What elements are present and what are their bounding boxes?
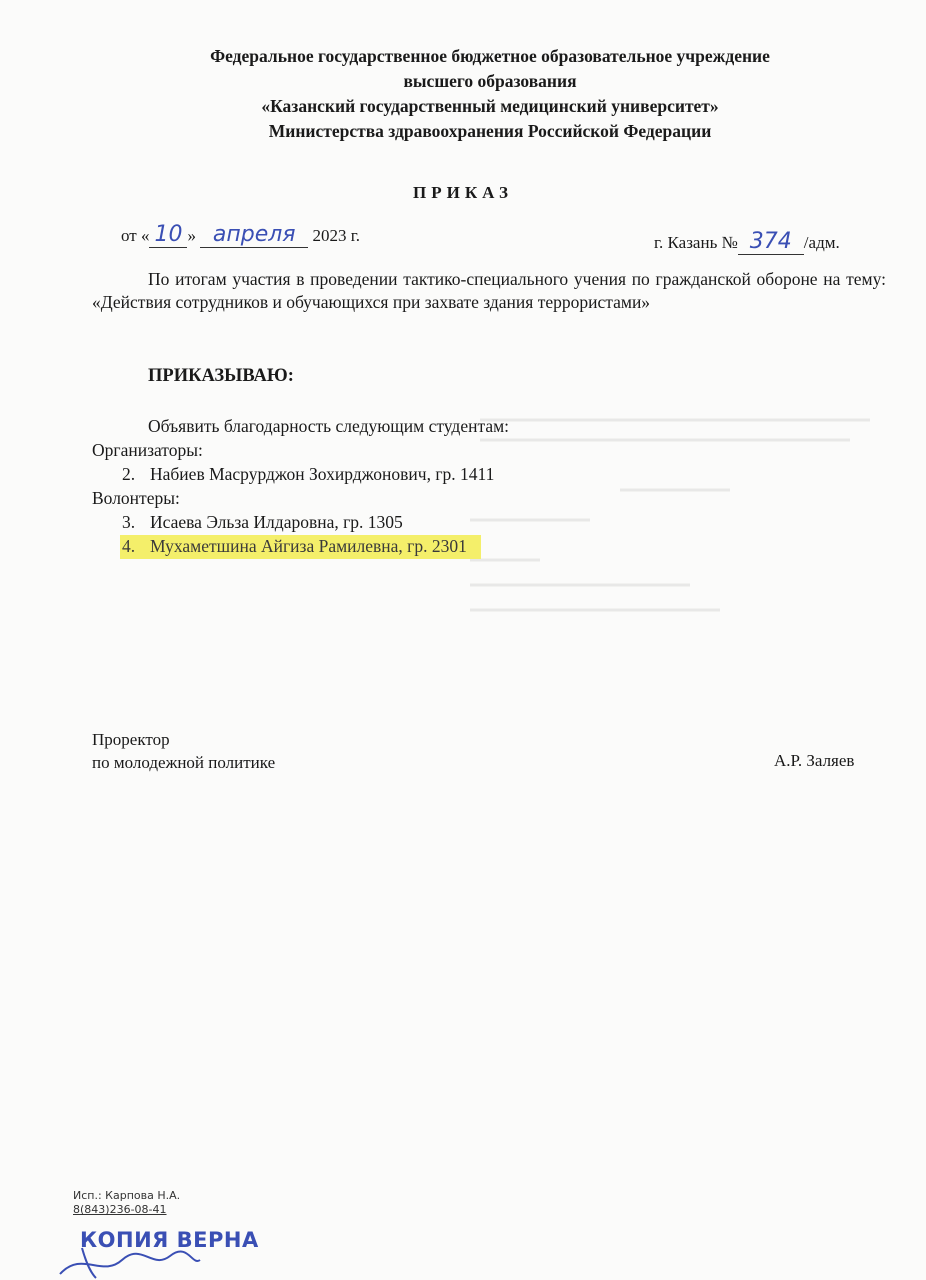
order-body [92,414,792,558]
header-line-1: Федеральное государственное бюджетное образовательное учреждение [210,46,770,66]
organizers-label: Организаторы: [92,440,203,460]
list-item-highlighted [92,534,792,558]
executor-phone: 8(843)236-08-41 [73,1203,167,1216]
executor-info [73,1189,180,1217]
item-text: Мухаметшина Айгиза Рамилевна, гр. 2301 [150,536,467,556]
header-line-4: Министерства здравоохранения Российской Федерации [268,121,712,141]
order-date [121,222,360,248]
institution-header [90,44,890,144]
order-number-line [654,229,840,255]
executor-name: Исп.: Карпова Н.А. [73,1189,181,1202]
list-item [92,510,792,534]
copy-certified-stamp: КОПИЯ ВЕРНА [80,1228,259,1252]
date-mid: » [187,226,196,245]
number-suffix: /адм. [803,233,840,252]
intro-paragraph: По итогам участия в проведении тактико-специального учения по гражданской обороне на тему: «Действия сотрудников и обучающихся при захвате здания террористами» [92,269,886,312]
date-prefix: от « [121,226,150,245]
date-year: 2023 г. [312,226,361,245]
handwritten-day: 10 [149,222,187,248]
city-prefix: г. Казань № [654,233,738,252]
position-line-2: по молодежной политике [92,753,276,772]
handwritten-month: апреля [200,222,308,248]
thanks-line: Объявить благодарность следующим студентам: [148,416,510,436]
item-number: 2. [122,464,136,484]
signatory-position [92,728,275,774]
position-line-1: Проректор [92,730,170,749]
header-line-3: «Казанский государственный медицинский университет» [261,96,719,116]
item-text: Исаева Эльза Илдаровна, гр. 1305 [150,512,403,532]
list-item [92,462,792,486]
order-word: ПРИКАЗЫВАЮ: [148,366,294,386]
volunteers-label: Волонтеры: [92,488,180,508]
item-text: Набиев Масрурджон Зохирджонович, гр. 1411 [150,464,495,484]
handwritten-order-number: 374 [738,229,804,255]
signatory-name: А.Р. Заляев [774,751,855,770]
document-title: ПРИКАЗ [413,183,513,202]
item-number: 3. [122,512,136,532]
item-number: 4. [122,536,136,556]
highlight-marker [120,535,481,559]
header-line-2: высшего образования [403,71,577,91]
